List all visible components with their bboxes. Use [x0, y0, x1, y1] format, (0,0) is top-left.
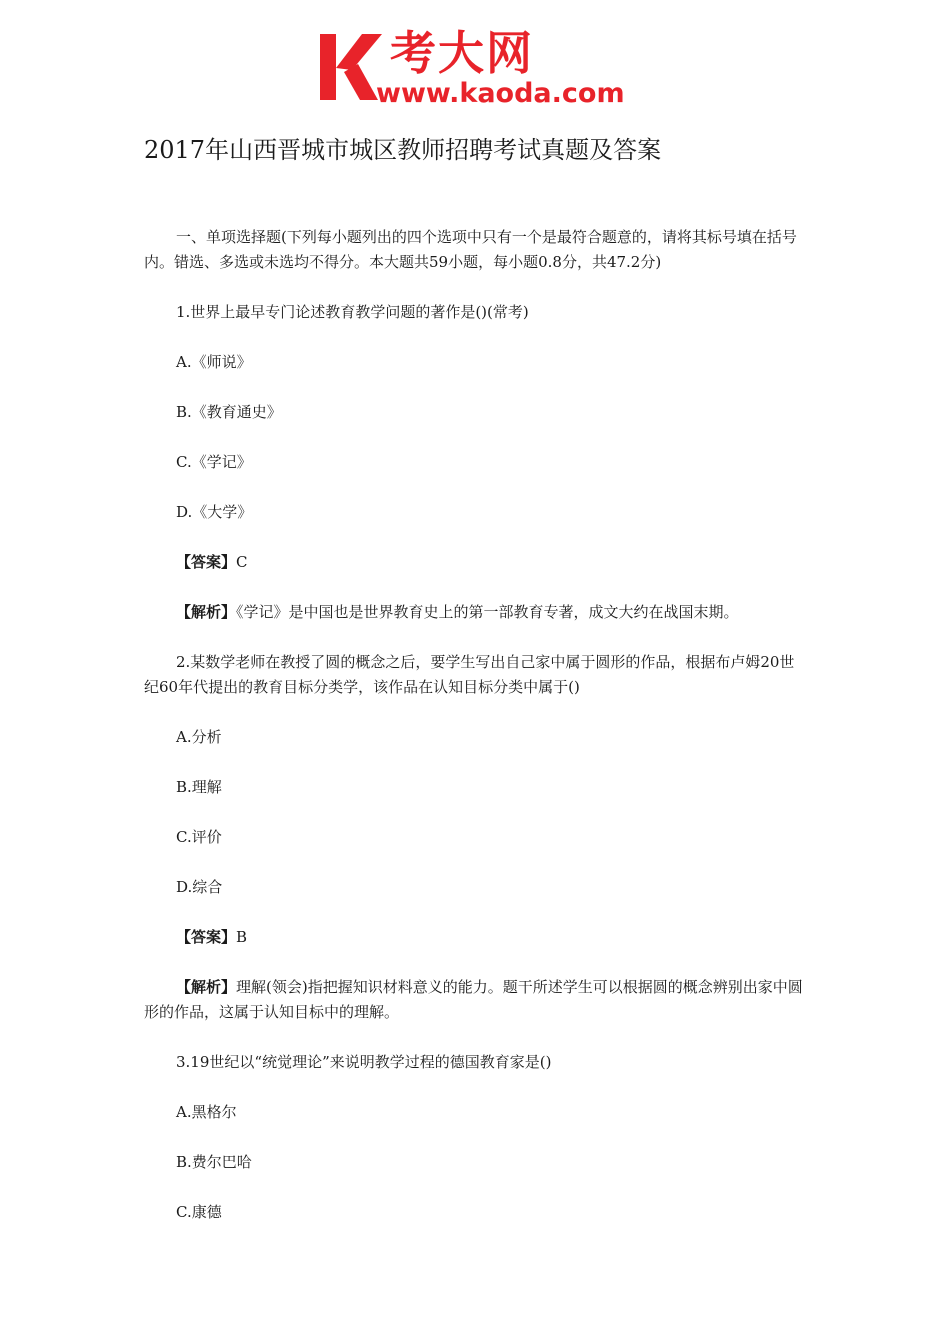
question-stem: 2.某数学老师在教授了圆的概念之后，要学生写出自己家中属于圆形的作品，根据布卢姆20世纪60年代提出的教育目标分类学，该作品在认知目标分类中属于(): [144, 653, 795, 696]
question-option: C.《学记》: [176, 453, 252, 471]
document-body: [144, 225, 808, 1225]
question-option: B.理解: [176, 778, 222, 796]
answer-line: [144, 925, 808, 950]
k-logo-icon: [318, 28, 384, 104]
question-stem: 1.世界上最早专门论述教育教学问题的著作是()(常考): [176, 303, 529, 321]
question-option: B.《教育通史》: [176, 403, 282, 421]
answer-value: C: [236, 553, 248, 571]
answer-line: [144, 550, 808, 575]
document-title: 2017年山西晋城市城区教师招聘考试真题及答案: [144, 136, 662, 164]
question-option: A.《师说》: [176, 353, 252, 371]
question-option: D.《大学》: [176, 503, 253, 521]
question-option: C.评价: [176, 828, 222, 846]
logo-brand-name: 考大网: [390, 26, 534, 80]
section-heading: 一、单项选择题(下列每小题列出的四个选项中只有一个是最符合题意的，请将其标号填在括号内。错选、多选或未选均不得分。本大题共59小题，每小题0.8分，共47.2分): [144, 228, 797, 271]
analysis-text: 理解(领会)指把握知识材料意义的能力。题干所述学生可以根据圆的概念辨别出家中圆形的作品，这属于认知目标中的理解。: [144, 978, 803, 1021]
answer-label: 【答案】: [176, 553, 237, 571]
question-option: B.费尔巴哈: [176, 1153, 252, 1171]
answer-value: B: [236, 928, 248, 946]
answer-label: 【答案】: [176, 928, 237, 946]
analysis-line: [144, 975, 808, 1025]
logo-url: www.kaoda.com: [376, 78, 625, 109]
question-option: A.分析: [176, 728, 222, 746]
kaoda-logo: [318, 26, 638, 110]
question-option: D.综合: [176, 878, 223, 896]
question-option: A.黑格尔: [176, 1103, 237, 1121]
analysis-text: 《学记》是中国也是世界教育史上的第一部教育专著，成文大约在战国末期。: [236, 603, 739, 621]
analysis-label: 【解析】: [176, 978, 237, 996]
analysis-label: 【解析】: [176, 603, 237, 621]
question-stem: 3.19世纪以“统觉理论”来说明教学过程的德国教育家是(): [176, 1053, 552, 1071]
analysis-line: [144, 600, 808, 625]
question-option: C.康德: [176, 1203, 222, 1221]
